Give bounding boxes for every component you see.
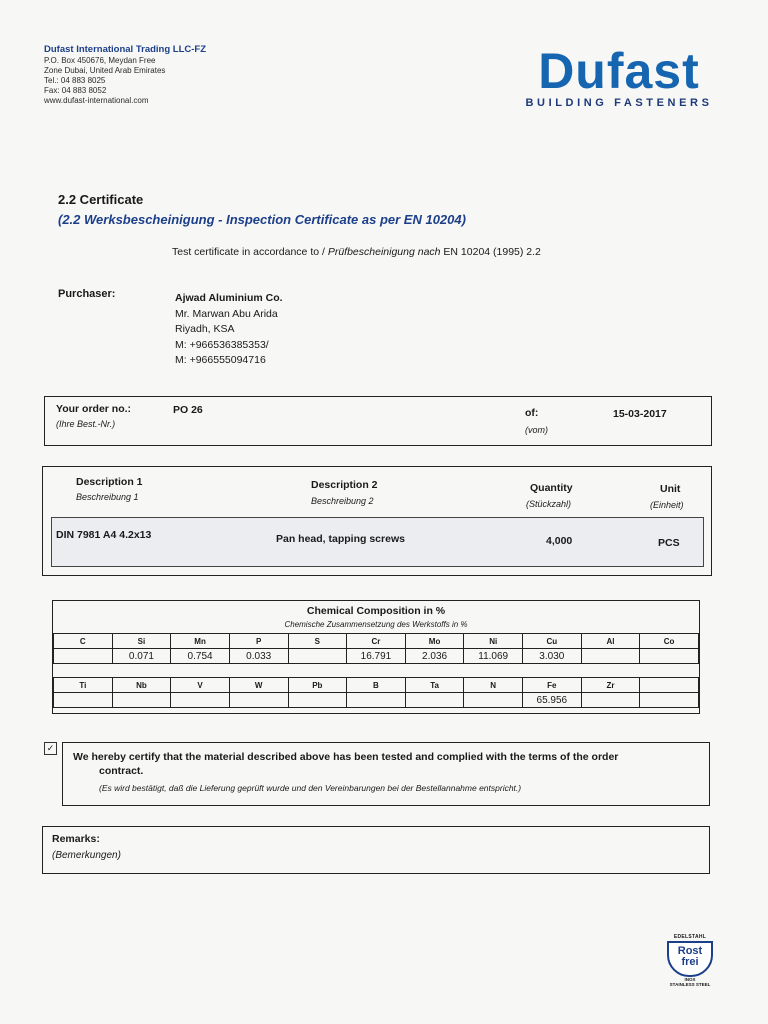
- chemical-header-row-2: [54, 678, 699, 693]
- element-value: [464, 693, 523, 708]
- element-value: [54, 649, 113, 664]
- company-fax: Fax: 04 883 8052: [44, 86, 107, 95]
- purchaser-label: Purchaser:: [58, 288, 116, 300]
- company-info: [44, 44, 206, 106]
- stamp-shield: [667, 941, 713, 977]
- qty-header: Quantity: [530, 482, 573, 494]
- purchaser-name: Ajwad Aluminium Co.: [175, 292, 283, 304]
- certificate-subtitle: (2.2 Werksbescheinigung - Inspection Certificate as per EN 10204): [58, 212, 466, 227]
- chemical-title: Chemical Composition in %: [306, 605, 446, 617]
- rostfrei-stamp-icon: [664, 934, 716, 987]
- element-value: [405, 693, 464, 708]
- element-value: [112, 693, 171, 708]
- element-value: [347, 693, 406, 708]
- element-value: 65.956: [523, 693, 582, 708]
- logo-tagline: BUILDING FASTENERS: [525, 97, 713, 109]
- desc2-header: Description 2: [311, 479, 378, 491]
- chemical-value-row-2: [54, 693, 699, 708]
- element-value: 0.033: [229, 649, 288, 664]
- chemical-composition-box: [52, 600, 700, 714]
- element-value: 3.030: [523, 649, 582, 664]
- qty-header-de: (Stückzahl): [526, 499, 572, 509]
- element-header: Zr: [581, 678, 640, 693]
- certificate-title: 2.2 Certificate: [58, 192, 144, 207]
- desc2-header-de: Beschreibung 2: [311, 496, 374, 506]
- stamp-line-1: Rost: [677, 945, 703, 957]
- element-header: B: [347, 678, 406, 693]
- stamp-bottom-2: STAINLESS STEEL: [669, 982, 711, 987]
- purchaser-details: [175, 291, 283, 369]
- unit-header-de: (Einheit): [650, 500, 684, 510]
- desc1-header: Description 1: [76, 476, 143, 488]
- element-value: [54, 693, 113, 708]
- order-date: 15-03-2017: [613, 408, 667, 420]
- element-header: V: [171, 678, 230, 693]
- element-value: [171, 693, 230, 708]
- element-header: N: [464, 678, 523, 693]
- company-name: Dufast International Trading LLC-FZ: [44, 44, 207, 55]
- purchaser-phone-2: M: +966555094716: [175, 354, 266, 366]
- item-row: [51, 517, 704, 567]
- element-value: [640, 649, 699, 664]
- accordance-prefix: Test certificate in accordance to /: [172, 246, 328, 258]
- unit-header: Unit: [660, 483, 681, 495]
- accordance-line: [172, 246, 541, 258]
- purchaser-city: Riyadh, KSA: [175, 323, 235, 335]
- remarks-label-de: (Bemerkungen): [52, 850, 121, 861]
- element-header: Cu: [523, 634, 582, 649]
- order-box: [44, 396, 712, 446]
- dufast-logo: [508, 43, 730, 109]
- element-header: S: [288, 634, 347, 649]
- element-value: [581, 693, 640, 708]
- element-header: Al: [581, 634, 640, 649]
- order-of-label-de: (vom): [525, 425, 548, 435]
- items-box: [42, 466, 712, 576]
- chemical-grid-1: [53, 633, 699, 664]
- order-number-value: PO 26: [173, 404, 203, 416]
- logo-word: Dufast: [538, 43, 700, 99]
- element-header: Fe: [523, 678, 582, 693]
- element-value: 0.754: [171, 649, 230, 664]
- element-header: C: [54, 634, 113, 649]
- certify-checkbox[interactable]: ✓: [44, 742, 57, 755]
- element-header: Mo: [405, 634, 464, 649]
- company-address-line-2: Zone Dubai, United Arab Emirates: [44, 66, 166, 75]
- element-value: [640, 693, 699, 708]
- stamp-line-2: frei: [681, 956, 699, 968]
- certify-line-1: We hereby certify that the material described above has been tested and complied with the terms of the order: [73, 751, 619, 763]
- element-header: W: [229, 678, 288, 693]
- element-header: Cr: [347, 634, 406, 649]
- chemical-header-row-1: [54, 634, 699, 649]
- order-of-label: of:: [525, 407, 539, 419]
- element-value: [288, 649, 347, 664]
- order-number-label-de: (Ihre Best.-Nr.): [56, 419, 116, 429]
- element-header: Si: [112, 634, 171, 649]
- accordance-standard: EN 10204 (1995) 2.2: [440, 246, 541, 258]
- element-header: Pb: [288, 678, 347, 693]
- item-unit: PCS: [658, 537, 680, 549]
- certify-box: [62, 742, 710, 806]
- element-header: [640, 678, 699, 693]
- element-header: Ni: [464, 634, 523, 649]
- element-header: Ti: [54, 678, 113, 693]
- purchaser-contact: Mr. Marwan Abu Arida: [175, 307, 278, 320]
- element-value: 16.791: [347, 649, 406, 664]
- chemical-subtitle: Chemische Zusammensetzung des Werkstoffs in %: [284, 620, 468, 629]
- element-header: Ta: [405, 678, 464, 693]
- order-number-label: Your order no.:: [56, 403, 132, 415]
- stamp-bottom-1: INOX: [684, 977, 696, 982]
- certify-line-de: (Es wird bestätigt, daß die Lieferung geprüft wurde und den Vereinbarungen bei der Bestellannahme entspricht.): [99, 783, 522, 793]
- element-value: 11.069: [464, 649, 523, 664]
- remarks-box: [42, 826, 710, 874]
- company-website: www.dufast-international.com: [44, 96, 149, 105]
- company-address-line-1: P.O. Box 450676, Meydan Free: [44, 56, 156, 65]
- element-header: Mn: [171, 634, 230, 649]
- element-value: 2.036: [405, 649, 464, 664]
- element-header: P: [229, 634, 288, 649]
- item-desc1: DIN 7981 A4 4.2x13: [56, 529, 152, 541]
- purchaser-phone-1: M: +966536385353/: [175, 338, 269, 351]
- remarks-label: Remarks:: [52, 833, 100, 845]
- item-quantity: 4,000: [546, 535, 573, 547]
- element-header: Co: [640, 634, 699, 649]
- company-tel: Tel.: 04 883 8025: [44, 76, 106, 85]
- accordance-german: Prüfbescheinigung nach: [327, 246, 441, 258]
- element-value: [229, 693, 288, 708]
- certify-line-2: contract.: [99, 765, 144, 777]
- stamp-top-text: EDELSTAHL: [673, 934, 707, 940]
- item-desc2: Pan head, tapping screws: [276, 533, 405, 545]
- element-header: Nb: [112, 678, 171, 693]
- element-value: [288, 693, 347, 708]
- element-value: [581, 649, 640, 664]
- desc1-header-de: Beschreibung 1: [76, 492, 139, 502]
- chemical-value-row-1: [54, 649, 699, 664]
- element-value: 0.071: [112, 649, 171, 664]
- chemical-grid-2: [53, 677, 699, 708]
